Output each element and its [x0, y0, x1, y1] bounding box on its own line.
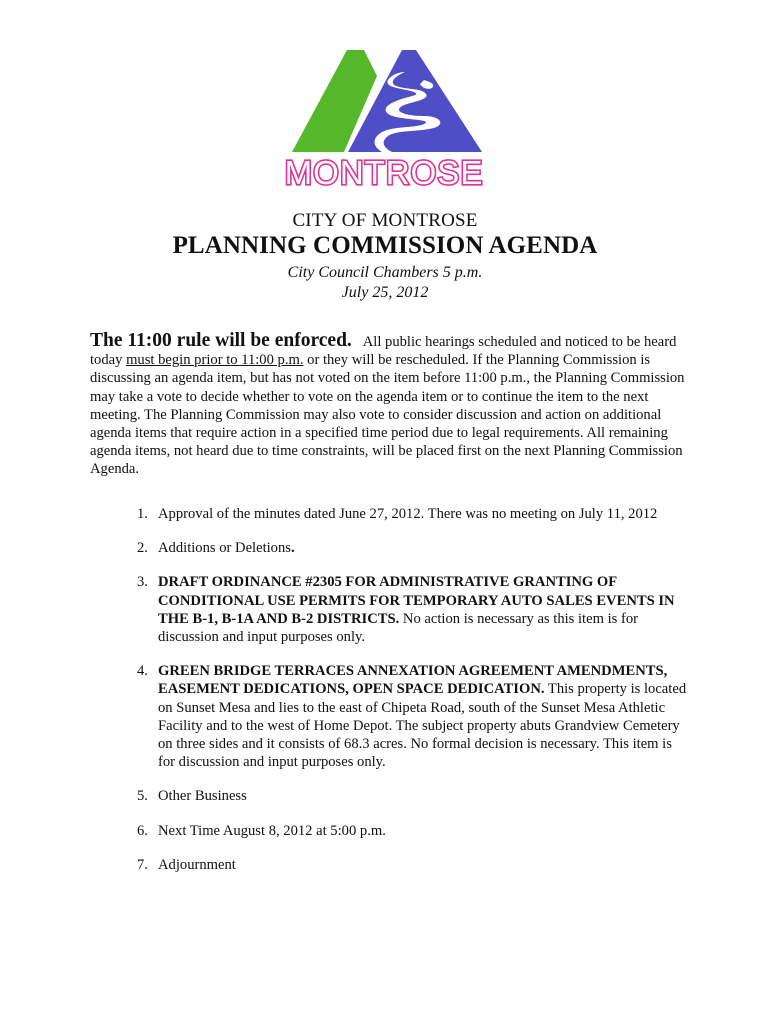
mountain-logo-icon	[284, 44, 484, 194]
agenda-item-number: 2.	[137, 540, 148, 557]
agenda-item	[115, 573, 690, 646]
agenda-item-number: 4.	[137, 663, 148, 680]
agenda-item-number: 5.	[137, 788, 148, 805]
page-title: PLANNING COMMISSION AGENDA	[172, 232, 598, 259]
agenda-item-number: 1.	[137, 506, 148, 522]
agenda-item	[115, 505, 690, 523]
meeting-date: July 25, 2012	[341, 284, 429, 301]
agenda-item-list	[115, 505, 690, 890]
city-name: CITY OF MONTROSE	[292, 210, 478, 231]
rule-text-b: or they will be rescheduled. If the Planning Commission is discussing an agenda item, but has not voted on the item before 11:00 p.m., the Planning Commission may take a vote to decide whether to vote on the agenda item or to continue the item to the next meeting. The Planning Commission may also vote to consider discussion and action on additional agenda items that require action in a specified time period due to legal requirements. All remaining agenda items, not heard due to time constraints, will be placed first on the next Planning Commission Agenda.	[90, 352, 685, 478]
rule-deadline-underlined: must begin prior to 11:00 p.m.	[126, 352, 304, 369]
agenda-item-heading: DRAFT ORDINANCE #2305 FOR ADMINISTRATIVE GRANTING OF CONDITIONAL USE PERMITS FOR TEMPORARY AUTO SALES EVENTS IN THE B-1, B-1A AND B-2 DISTRICTS.	[158, 574, 675, 627]
agenda-item-number: 6.	[137, 822, 148, 839]
agenda-item-text: Next Time August 8, 2012 at 5:00 p.m.	[158, 822, 386, 839]
agenda-item	[115, 856, 690, 874]
agenda-item-number: 3.	[137, 574, 148, 591]
rule-text-a: All public hearings scheduled and noticed to be heard today	[90, 334, 677, 369]
agenda-item	[115, 539, 690, 557]
agenda-item	[115, 662, 690, 771]
agenda-item-heading: GREEN BRIDGE TERRACES ANNEXATION AGREEMENT AMENDMENTS, EASEMENT DEDICATIONS, OPEN SPACE DEDICATION.	[158, 663, 668, 698]
agenda-item-text: Approval of the minutes dated June 27, 2012. There was no meeting on July 11, 2012	[158, 506, 658, 522]
agenda-item-suffix: .	[290, 540, 295, 557]
agenda-item	[115, 822, 690, 840]
rule-text-lead	[355, 334, 362, 350]
agenda-item-text: Adjournment	[158, 856, 236, 873]
rule-heading: The 11:00 rule will be enforced.	[90, 330, 352, 351]
montrose-logo	[284, 44, 484, 194]
agenda-item-text: Additions or Deletions	[158, 540, 291, 557]
agenda-item-text: Other Business	[158, 788, 247, 805]
agenda-item-text: This property is located on Sunset Mesa and lies to the east of Chipeta Road, south of the Sunset Mesa Athletic Facility and to the west of Home Depot. The subject property abuts Grandview Cemetery on three sides and it consists of 68.3 acres. No formal decision is necessary. This item is for discussion and input purposes only.	[158, 681, 687, 771]
eleven-rule-paragraph	[90, 332, 685, 479]
agenda-item-number: 7.	[137, 856, 148, 873]
logo-wordmark: MONTROSE	[284, 154, 484, 191]
agenda-item	[115, 787, 690, 805]
agenda-item-text: No action is necessary as this item is for discussion and input purposes only.	[158, 610, 638, 646]
meeting-location: City Council Chambers 5 p.m.	[287, 264, 483, 281]
